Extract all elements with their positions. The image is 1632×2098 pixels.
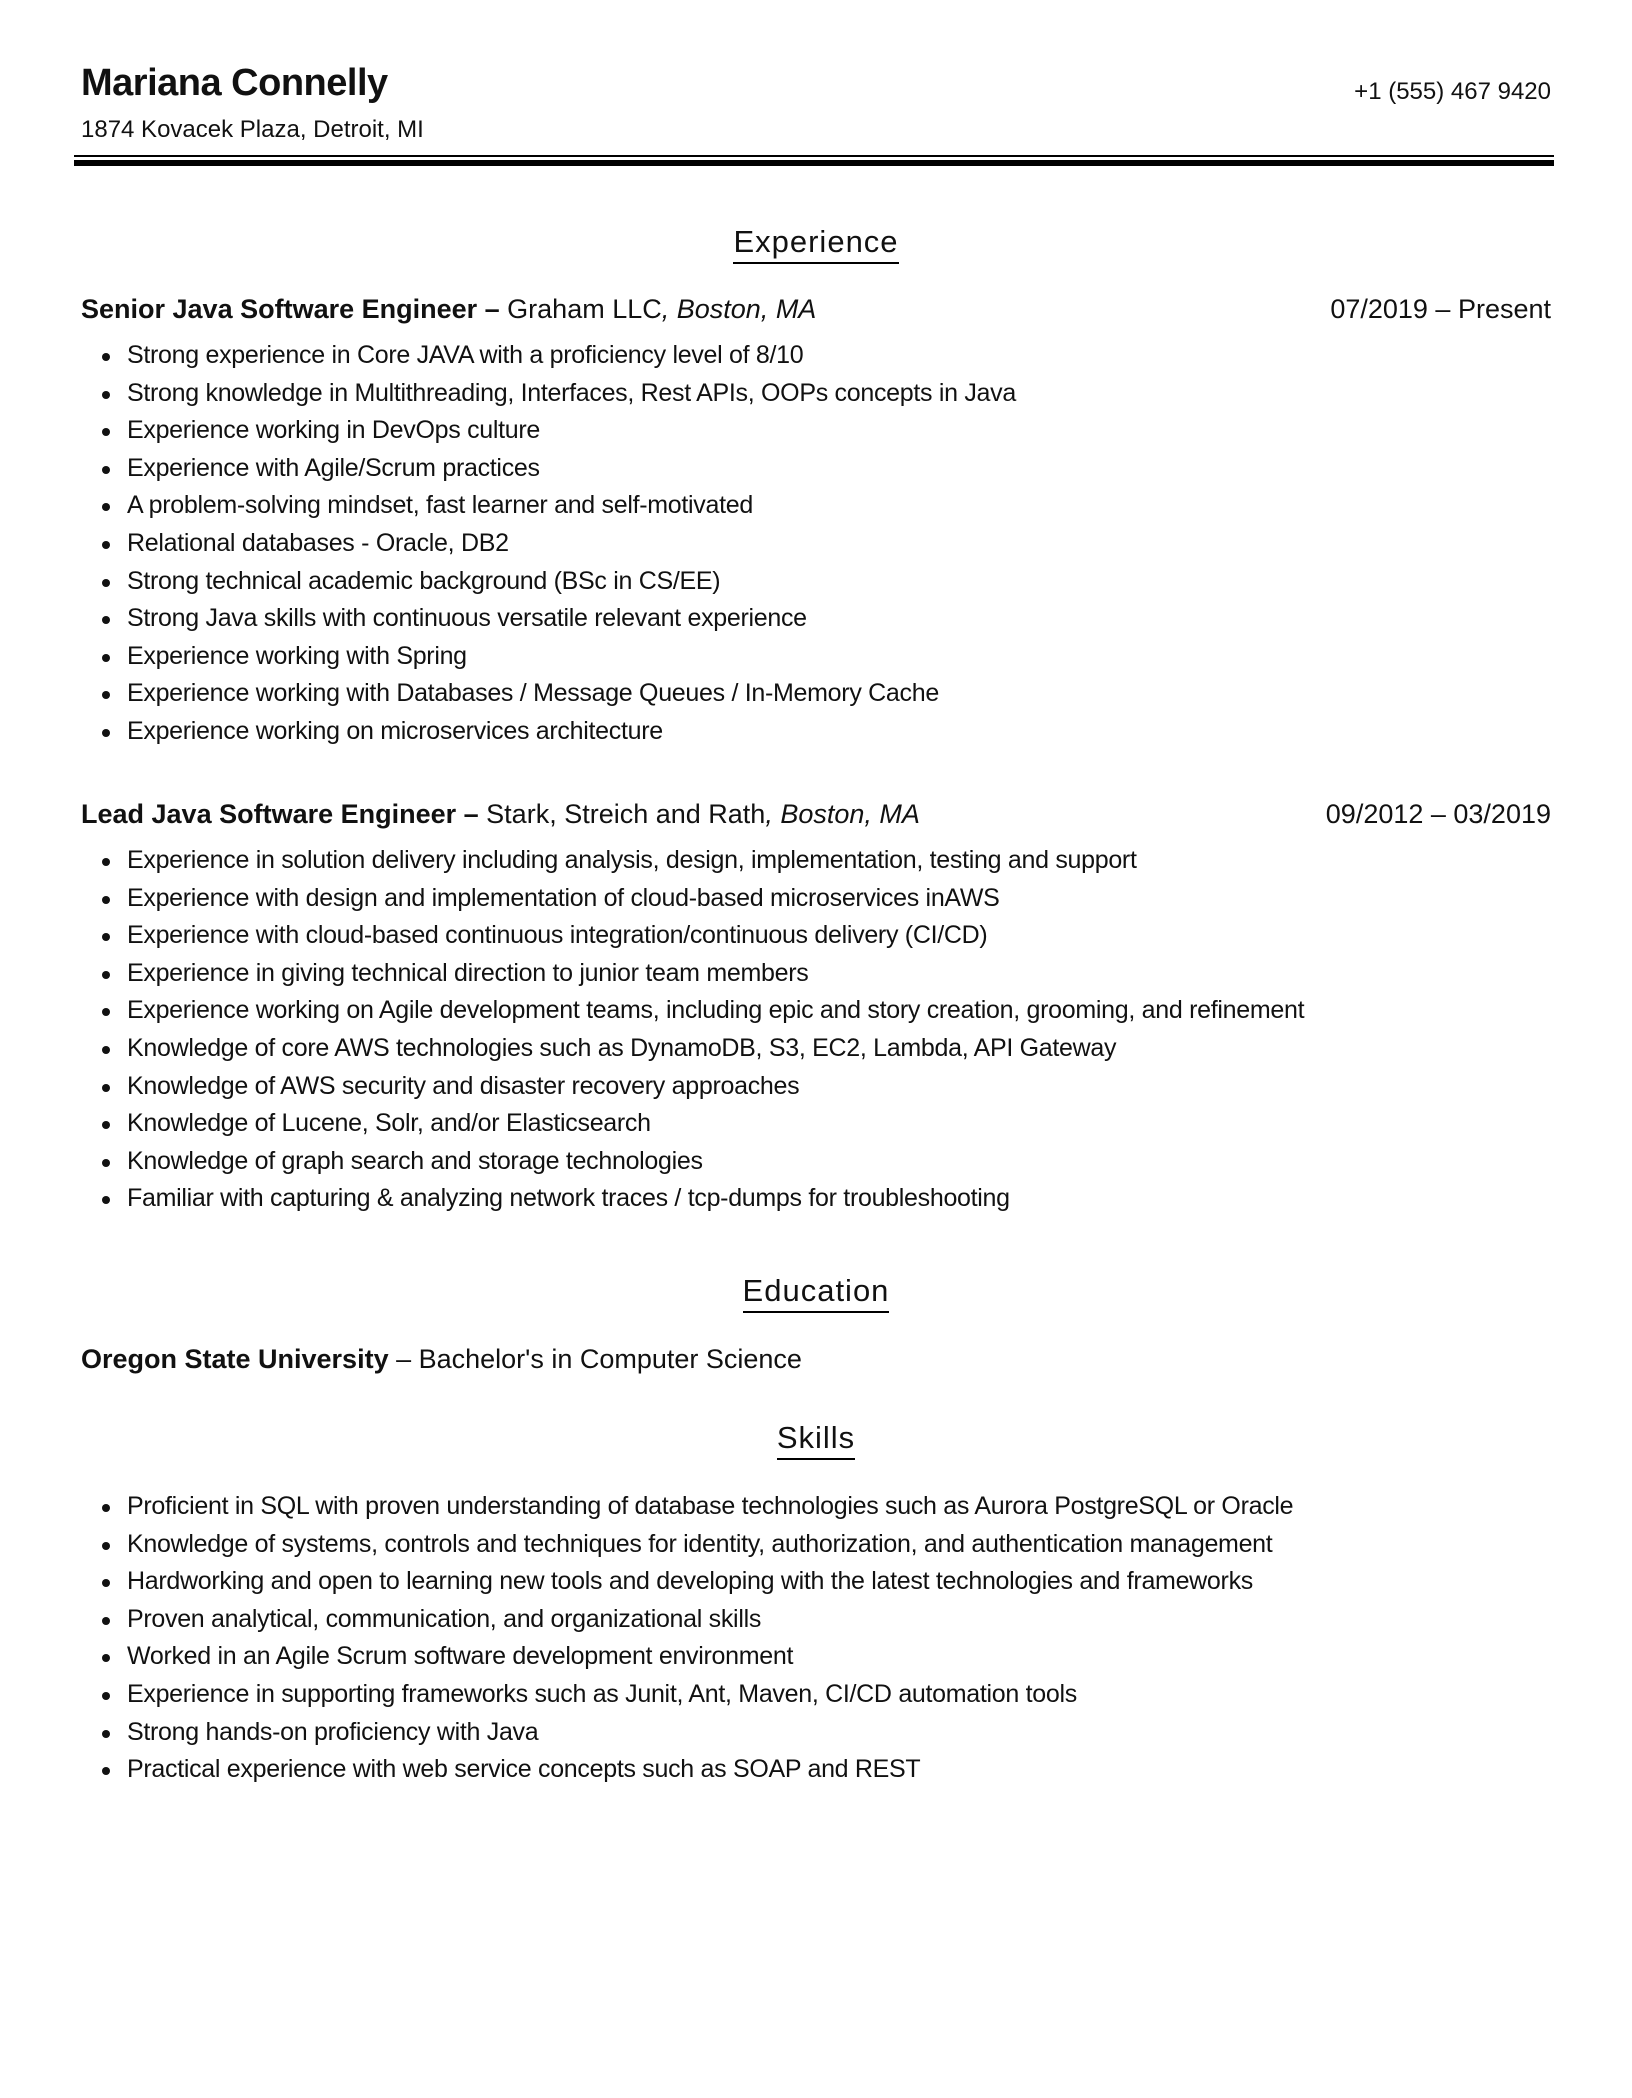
degree: – Bachelor's in Computer Science	[388, 1344, 802, 1374]
skills-list	[81, 1488, 1293, 1789]
list-item: Strong knowledge in Multithreading, Interfaces, Rest APIs, OOPs concepts in Java	[81, 375, 1016, 413]
list-item: Experience in solution delivery including analysis, design, implementation, testing and support	[81, 842, 1304, 880]
company: Graham LLC	[499, 294, 662, 324]
job-bullets	[81, 337, 1016, 751]
list-item: Experience with design and implementation of cloud-based microservices inAWS	[81, 880, 1304, 918]
list-item: Experience working with Spring	[81, 638, 1016, 676]
job-header	[81, 799, 1551, 830]
skills-heading: Skills	[0, 1420, 1632, 1460]
job-dates: 07/2019 – Present	[1330, 294, 1551, 324]
list-item: Knowledge of graph search and storage technologies	[81, 1143, 1304, 1181]
job-dates: 09/2012 – 03/2019	[1325, 799, 1551, 829]
company: Stark, Streich and Rath	[478, 799, 766, 829]
list-item: A problem-solving mindset, fast learner and self-motivated	[81, 487, 1016, 525]
list-item: Strong hands-on proficiency with Java	[81, 1714, 1293, 1752]
experience-heading: Experience	[0, 224, 1632, 264]
list-item: Experience in giving technical direction to junior team members	[81, 955, 1304, 993]
job-title: Senior Java Software Engineer –	[81, 294, 500, 324]
list-item: Experience in supporting frameworks such as Junit, Ant, Maven, CI/CD automation tools	[81, 1676, 1293, 1714]
education-entry	[81, 1344, 802, 1375]
job-bullets	[81, 842, 1304, 1218]
list-item: Familiar with capturing & analyzing network traces / tcp-dumps for troubleshooting	[81, 1180, 1304, 1218]
list-item: Practical experience with web service concepts such as SOAP and REST	[81, 1751, 1293, 1789]
list-item: Strong experience in Core JAVA with a proficiency level of 8/10	[81, 337, 1016, 375]
job-title: Lead Java Software Engineer –	[81, 799, 479, 829]
list-item: Experience with cloud-based continuous integration/continuous delivery (CI/CD)	[81, 917, 1304, 955]
list-item: Worked in an Agile Scrum software development environment	[81, 1638, 1293, 1676]
job-header	[81, 294, 1551, 325]
list-item: Knowledge of systems, controls and techniques for identity, authorization, and authentication management	[81, 1526, 1293, 1564]
list-item: Experience working in DevOps culture	[81, 412, 1016, 450]
list-item: Knowledge of core AWS technologies such as DynamoDB, S3, EC2, Lambda, API Gateway	[81, 1030, 1304, 1068]
list-item: Knowledge of AWS security and disaster recovery approaches	[81, 1068, 1304, 1106]
list-item: Relational databases - Oracle, DB2	[81, 525, 1016, 563]
list-item: Strong technical academic background (BSc in CS/EE)	[81, 563, 1016, 601]
list-item: Proven analytical, communication, and organizational skills	[81, 1601, 1293, 1639]
candidate-name: Mariana Connelly	[81, 62, 388, 104]
school: Oregon State University	[81, 1344, 389, 1374]
phone: +1 (555) 467 9420	[1354, 78, 1551, 105]
list-item: Strong Java skills with continuous versatile relevant experience	[81, 600, 1016, 638]
list-item: Experience working with Databases / Message Queues / In-Memory Cache	[81, 675, 1016, 713]
list-item: Experience with Agile/Scrum practices	[81, 450, 1016, 488]
location: , Boston, MA	[765, 799, 920, 829]
list-item: Experience working on microservices architecture	[81, 713, 1016, 751]
list-item: Proficient in SQL with proven understanding of database technologies such as Aurora PostgreSQL or Oracle	[81, 1488, 1293, 1526]
header-divider-thin	[74, 155, 1554, 157]
header-divider-thick	[74, 160, 1554, 166]
location: , Boston, MA	[661, 294, 817, 324]
list-item: Knowledge of Lucene, Solr, and/or Elasticsearch	[81, 1105, 1304, 1143]
list-item: Hardworking and open to learning new tools and developing with the latest technologies and frameworks	[81, 1563, 1293, 1601]
address: 1874 Kovacek Plaza, Detroit, MI	[81, 116, 424, 143]
education-heading: Education	[0, 1273, 1632, 1313]
list-item: Experience working on Agile development teams, including epic and story creation, grooming, and refinement	[81, 992, 1304, 1030]
